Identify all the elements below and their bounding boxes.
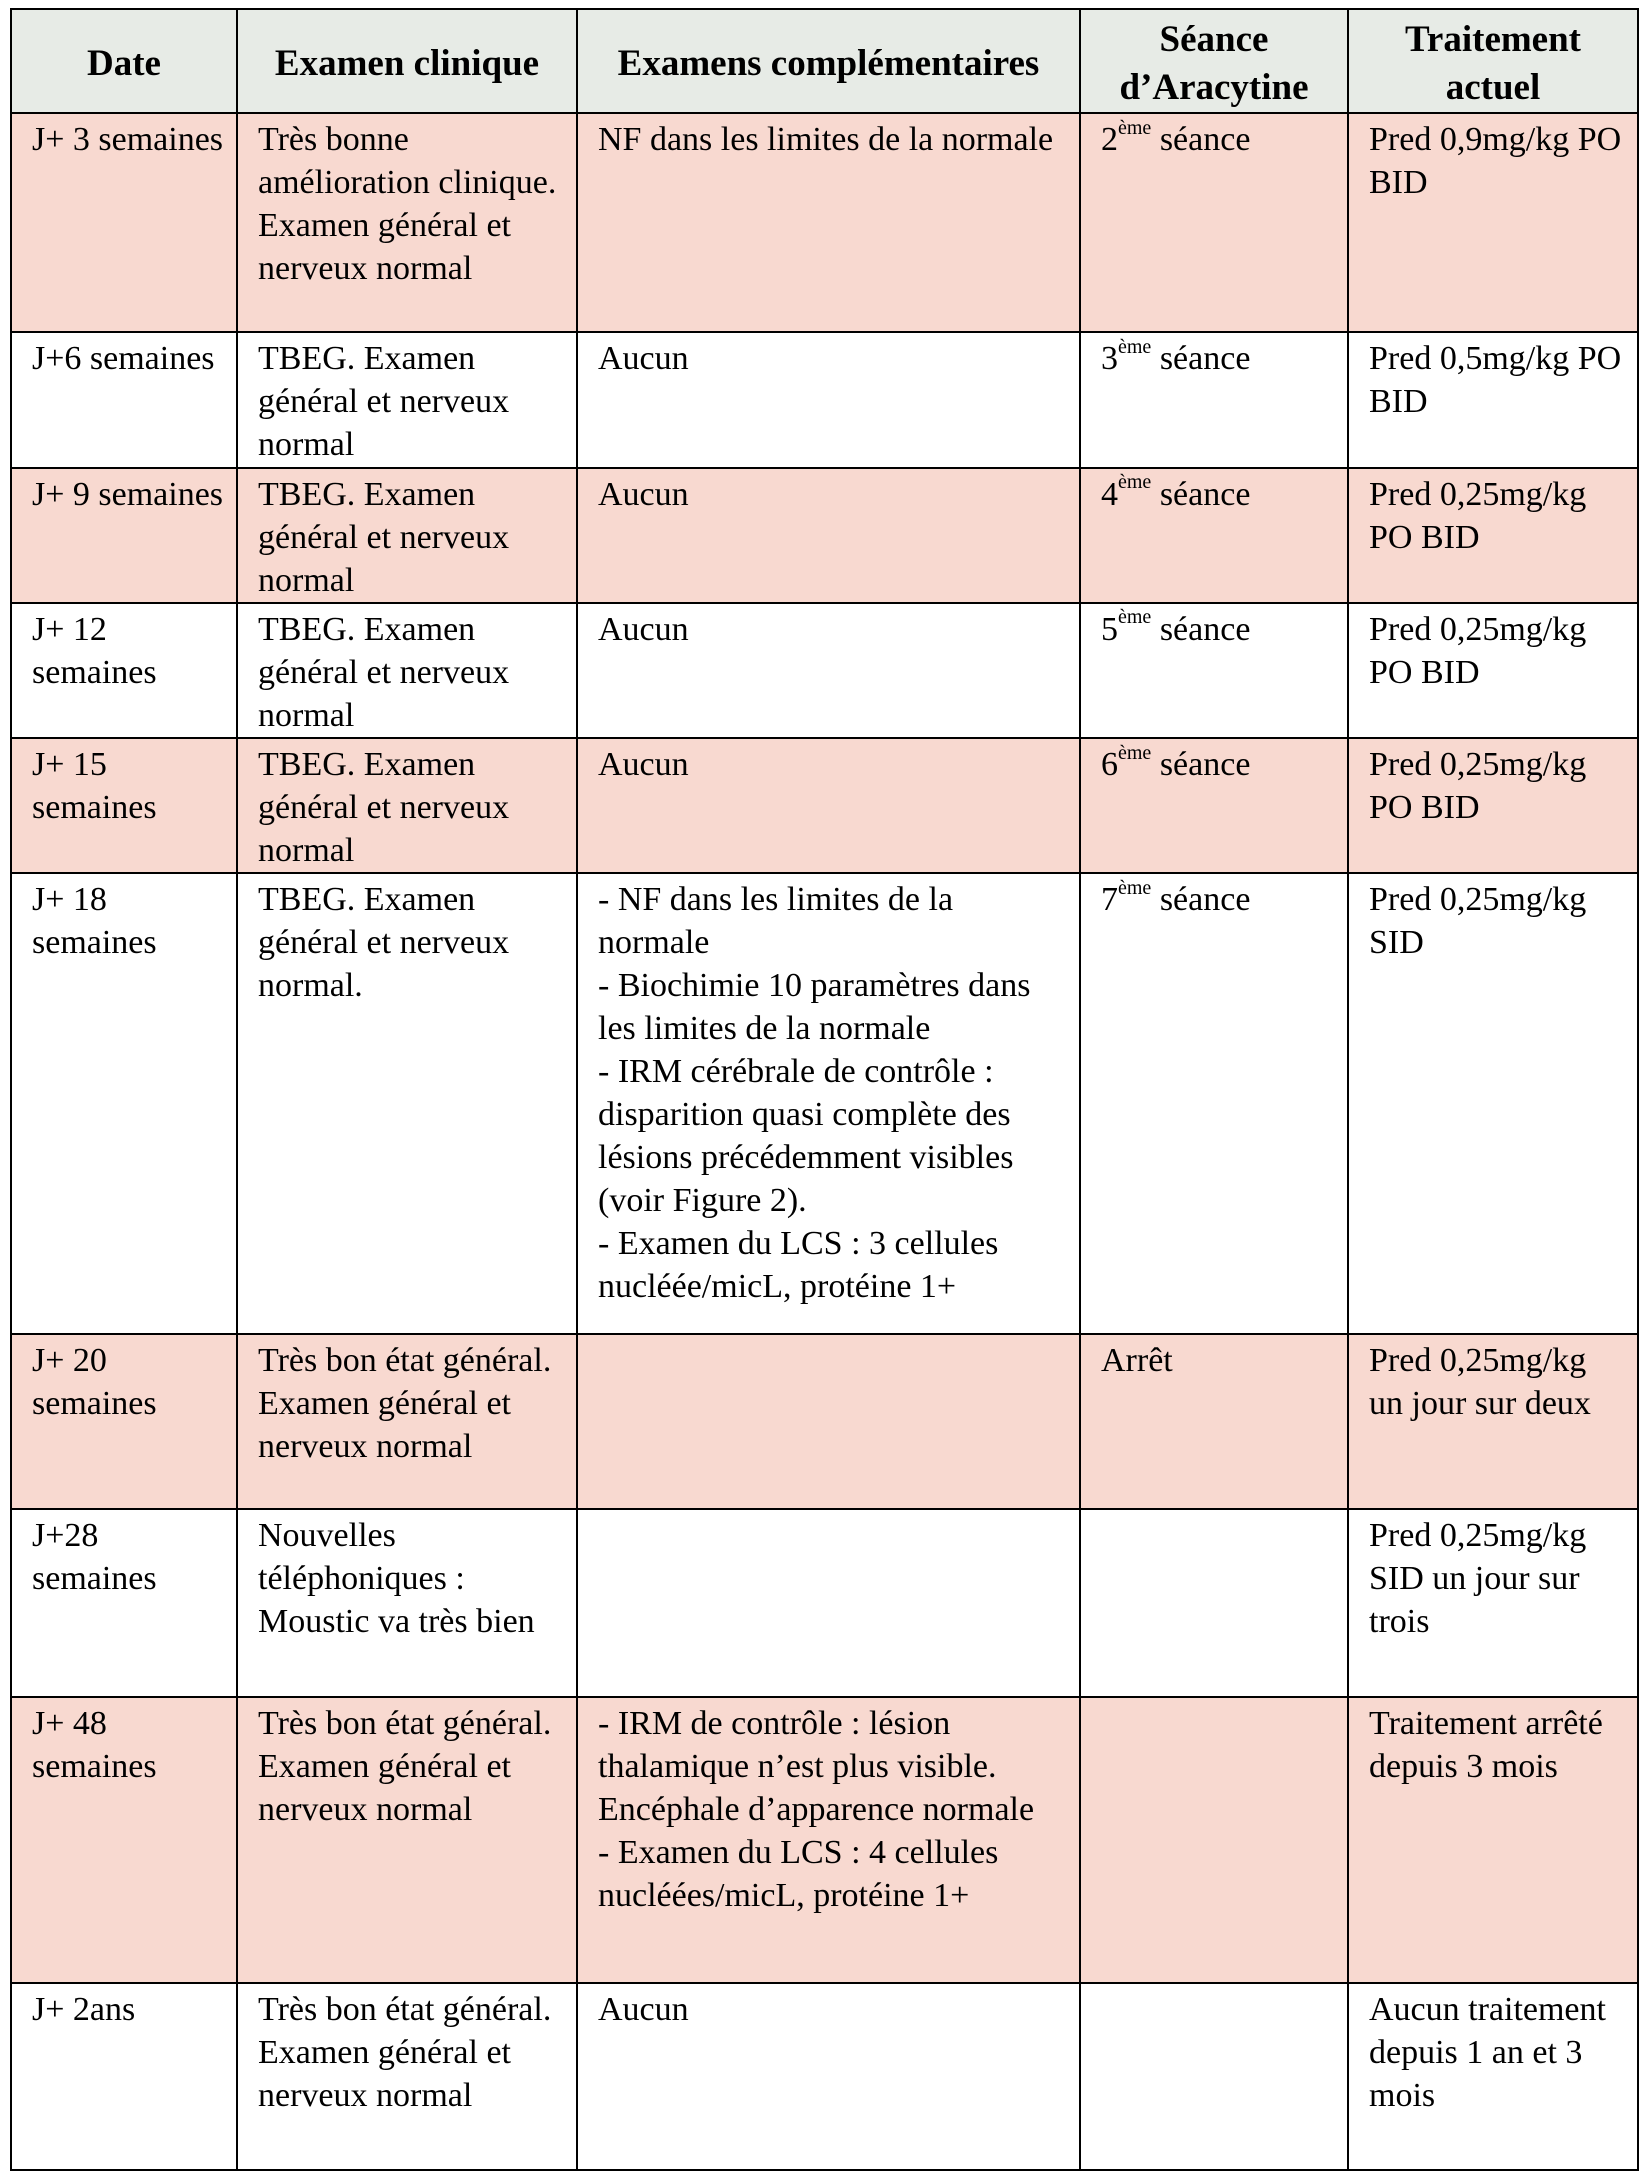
cell-clinical-exam: TBEG. Examen général et nerveux normal. bbox=[237, 873, 577, 1334]
cell-current-treatment: Pred 0,25mg/kg un jour sur deux bbox=[1348, 1334, 1638, 1509]
cell-current-treatment: Pred 0,25mg/kg PO BID bbox=[1348, 468, 1638, 603]
cell-current-treatment: Pred 0,5mg/kg PO BID bbox=[1348, 332, 1638, 467]
table-row bbox=[11, 332, 1638, 467]
cell-complementary-exams bbox=[577, 873, 1080, 1334]
header-current-treatment: Traitement actuel bbox=[1348, 9, 1638, 113]
exam-line: - Examen du LCS : 4 cellules nucléées/micL, protéine 1+ bbox=[598, 1834, 999, 1915]
header-date: Date bbox=[11, 9, 237, 113]
header-clinical-exam: Examen clinique bbox=[237, 9, 577, 113]
header-aracytine-session: Séance d’Aracytine bbox=[1080, 9, 1348, 113]
table-row bbox=[11, 468, 1638, 603]
cell-date: J+ 3 semaines bbox=[11, 113, 237, 332]
session-label: séance bbox=[1151, 340, 1251, 378]
cell-aracytine-session bbox=[1080, 738, 1348, 873]
cell-current-treatment: Traitement arrêté depuis 3 mois bbox=[1348, 1697, 1638, 1982]
session-number: 2 bbox=[1101, 121, 1118, 158]
cell-current-treatment: Pred 0,25mg/kg SID un jour sur trois bbox=[1348, 1509, 1638, 1697]
session-ordinal: ème bbox=[1118, 116, 1152, 139]
cell-aracytine-session bbox=[1080, 603, 1348, 738]
cell-clinical-exam: Très bon état général. Examen général et nerveux normal bbox=[237, 1697, 577, 1982]
session-label: séance bbox=[1151, 745, 1251, 783]
session-number: 4 bbox=[1101, 475, 1118, 513]
session-number: 6 bbox=[1101, 745, 1118, 783]
cell-complementary-exams bbox=[577, 1697, 1080, 1982]
cell-aracytine-session: Arrêt bbox=[1080, 1334, 1348, 1509]
treatment-follow-up-table bbox=[10, 8, 1639, 2171]
cell-date: J+ 9 semaines bbox=[11, 468, 237, 603]
exam-line: - IRM de contrôle : lésion thalamique n’est plus visible. Encéphale d’apparence normale bbox=[598, 1705, 1035, 1829]
cell-clinical-exam: TBEG. Examen général et nerveux normal bbox=[237, 332, 577, 467]
session-ordinal: ème bbox=[1118, 335, 1152, 358]
cell-complementary-exams: Aucun bbox=[577, 468, 1080, 603]
cell-current-treatment: Pred 0,25mg/kg PO BID bbox=[1348, 738, 1638, 873]
session-number: 3 bbox=[1101, 340, 1118, 378]
cell-clinical-exam: Nouvelles téléphoniques : Moustic va très bien bbox=[237, 1509, 577, 1697]
exam-line: - NF dans les limites de la normale bbox=[598, 881, 954, 962]
cell-clinical-exam: Très bon état général. Examen général et nerveux normal bbox=[237, 1334, 577, 1509]
cell-aracytine-session bbox=[1080, 468, 1348, 603]
header-row bbox=[11, 9, 1638, 113]
session-ordinal: ème bbox=[1118, 876, 1152, 899]
cell-date: J+ 15 semaines bbox=[11, 738, 237, 873]
cell-complementary-exams: Aucun bbox=[577, 738, 1080, 873]
cell-complementary-exams: Aucun bbox=[577, 332, 1080, 467]
cell-aracytine-session bbox=[1080, 1983, 1348, 2170]
exam-line: - Examen du LCS : 3 cellules nucléée/micL, protéine 1+ bbox=[598, 1225, 999, 1306]
cell-complementary-exams: Aucun bbox=[577, 1983, 1080, 2170]
table-row bbox=[11, 873, 1638, 1334]
exam-line: - IRM cérébrale de contrôle : disparition quasi complète des lésions précédemment visibles (voir Figure 2). bbox=[598, 1053, 1014, 1220]
cell-clinical-exam: Très bon état général. Examen général et nerveux normal bbox=[237, 1983, 577, 2170]
table-row bbox=[11, 113, 1638, 332]
cell-complementary-exams bbox=[577, 1334, 1080, 1509]
cell-aracytine-session bbox=[1080, 1509, 1348, 1697]
cell-date: J+ 48 semaines bbox=[11, 1697, 237, 1982]
session-label: séance bbox=[1151, 881, 1251, 919]
cell-current-treatment: Aucun traitement depuis 1 an et 3 mois bbox=[1348, 1983, 1638, 2170]
cell-aracytine-session bbox=[1080, 332, 1348, 467]
cell-date: J+6 semaines bbox=[11, 332, 237, 467]
header-complementary-exams: Examens complémentaires bbox=[577, 9, 1080, 113]
cell-clinical-exam: TBEG. Examen général et nerveux normal bbox=[237, 603, 577, 738]
cell-complementary-exams bbox=[577, 1509, 1080, 1697]
cell-complementary-exams: Aucun bbox=[577, 603, 1080, 738]
cell-complementary-exams: NF dans les limites de la normale bbox=[577, 113, 1080, 332]
session-label: séance bbox=[1151, 610, 1251, 648]
session-ordinal: ème bbox=[1118, 606, 1152, 629]
cell-date: J+ 18 semaines bbox=[11, 873, 237, 1334]
table-row bbox=[11, 738, 1638, 873]
session-number: 5 bbox=[1101, 610, 1118, 648]
cell-current-treatment: Pred 0,25mg/kg PO BID bbox=[1348, 603, 1638, 738]
cell-aracytine-session bbox=[1080, 113, 1348, 332]
table-row bbox=[11, 1334, 1638, 1509]
cell-clinical-exam: TBEG. Examen général et nerveux normal bbox=[237, 738, 577, 873]
session-label: séance bbox=[1151, 121, 1251, 158]
cell-date: J+28 semaines bbox=[11, 1509, 237, 1697]
table-row bbox=[11, 603, 1638, 738]
session-ordinal: ème bbox=[1118, 471, 1152, 494]
cell-clinical-exam: Très bonne amélioration clinique. Examen général et nerveux normal bbox=[237, 113, 577, 332]
cell-current-treatment: Pred 0,9mg/kg PO BID bbox=[1348, 113, 1638, 332]
cell-current-treatment: Pred 0,25mg/kg SID bbox=[1348, 873, 1638, 1334]
exam-line: - Biochimie 10 paramètres dans les limites de la normale bbox=[598, 967, 1031, 1048]
cell-aracytine-session bbox=[1080, 873, 1348, 1334]
table-row bbox=[11, 1509, 1638, 1697]
session-ordinal: ème bbox=[1118, 741, 1152, 764]
session-number: 7 bbox=[1101, 881, 1118, 919]
table-row bbox=[11, 1983, 1638, 2170]
session-label: séance bbox=[1151, 475, 1251, 513]
cell-clinical-exam: TBEG. Examen général et nerveux normal bbox=[237, 468, 577, 603]
cell-date: J+ 2ans bbox=[11, 1983, 237, 2170]
table-row bbox=[11, 1697, 1638, 1982]
cell-date: J+ 20 semaines bbox=[11, 1334, 237, 1509]
cell-aracytine-session bbox=[1080, 1697, 1348, 1982]
cell-date: J+ 12 semaines bbox=[11, 603, 237, 738]
